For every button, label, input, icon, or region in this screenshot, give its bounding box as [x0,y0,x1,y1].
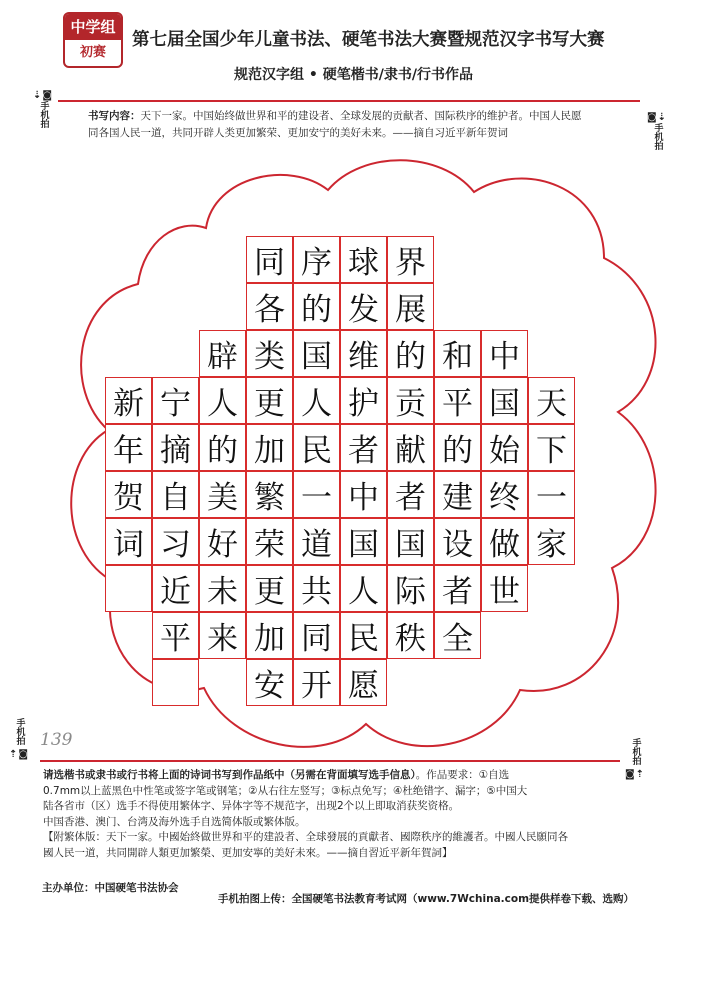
grid-cell [105,565,152,612]
camera-icon: ◙⇡ [624,769,646,780]
grid-cell: 美 [199,471,246,518]
grid-cell: 家 [528,518,575,565]
grid-cell: 人 [293,377,340,424]
grid-cell: 新 [105,377,152,424]
grid-cell: 人 [199,377,246,424]
grid-cell: 国 [340,518,387,565]
grid-cell: 贡 [387,377,434,424]
grid-cell: 的 [199,424,246,471]
badge-round-label: 初赛 [79,45,106,60]
grid-cell: 习 [152,518,199,565]
grid-cell: 建 [434,471,481,518]
grid-cell: 球 [340,236,387,283]
pencil-note: 139 [40,730,73,750]
grid-cell: 设 [434,518,481,565]
traditional-text-line-1: 【附繁体版：天下一家。中國始終做世界和平的建設者、全球發展的貢獻者、國際秩序的維護者。中國人民願同各 [43,831,568,843]
page-title: 第七届全国少年儿童书法、硬笔书法大赛暨规范汉字书写大赛 [132,30,605,50]
camera-label: 手机拍 [630,738,641,765]
camera-icon: ◙⇣ [646,112,668,123]
grid-cell: 平 [152,612,199,659]
grid-cell: 维 [340,330,387,377]
grid-cell: 摘 [152,424,199,471]
instructions-line-3: 陆各省市（区）选手不得使用繁体字、异体字等不规范字，出现2个以上即取消获奖资格。 [43,800,460,812]
grid-cell: 界 [387,236,434,283]
grid-cell: 国 [293,330,340,377]
grid-cell: 天 [528,377,575,424]
grid-cell: 始 [481,424,528,471]
upload-info: 手机拍图上传：全国硬笔书法教育考试网（www.7Wchina.com提供样卷下载、选购） [218,893,635,905]
grid-cell: 繁 [246,471,293,518]
grid-cell: 民 [293,424,340,471]
grid-cell: 各 [246,283,293,330]
grid-cell: 一 [528,471,575,518]
grid-cell: 开 [293,659,340,706]
grid-cell: 中 [340,471,387,518]
grid-cell: 同 [246,236,293,283]
grid-cell: 的 [387,330,434,377]
grid-cell: 发 [340,283,387,330]
content-label: 书写内容： [88,110,141,122]
grid-cell: 词 [105,518,152,565]
grid-cell: 者 [387,471,434,518]
grid-cell: 贺 [105,471,152,518]
camera-label: 手机拍 [14,718,25,745]
instructions-line-2: 0.7mm以上蓝黑色中性笔或签字笔或钢笔；②从右往左竖写；③标点免写；④杜绝错字、漏字；⑤中国大 [43,784,528,797]
grid-cell: 展 [387,283,434,330]
camera-icon: ⇡◙ [8,749,30,760]
instructions-lead-tail: 。作品要求：①自选 [415,769,510,781]
grid-cell: 者 [434,565,481,612]
camera-label: 手机拍 [652,123,663,150]
grid-cell: 国 [481,377,528,424]
organizer: 主办单位：中国硬笔书法协会 [42,882,179,894]
grid-cell: 终 [481,471,528,518]
grid-cell: 做 [481,518,528,565]
instructions-lead: 请选楷书或隶书或行书将上面的诗词书写到作品纸中（另需在背面填写选手信息） [43,769,416,781]
grid-cell: 加 [246,612,293,659]
grid-cell: 序 [293,236,340,283]
grid-cell: 的 [293,283,340,330]
grid-cell: 年 [105,424,152,471]
grid-cell: 辟 [199,330,246,377]
camera-label: 手机拍 [38,101,49,128]
grid-cell: 一 [293,471,340,518]
grid-cell: 更 [246,377,293,424]
grid-cell: 同 [293,612,340,659]
grid-cell: 下 [528,424,575,471]
grid-cell: 的 [434,424,481,471]
grid-cell: 愿 [340,659,387,706]
grid-cell: 护 [340,377,387,424]
grid-cell: 宁 [152,377,199,424]
page-subtitle: 规范汉字组 • 硬笔楷书/隶书/行书作品 [234,67,473,83]
content-line-2: 同各国人民一道，共同开辟人类更加繁荣、更加安宁的美好未来。——摘自习近平新年贺词 [88,127,508,139]
grid-cell: 秩 [387,612,434,659]
grid-cell: 平 [434,377,481,424]
grid-cell: 共 [293,565,340,612]
grid-cell: 人 [340,565,387,612]
grid-cell: 近 [152,565,199,612]
camera-icon: ⇣◙ [32,90,54,101]
traditional-text-line-2: 國人民一道，共同開辟人類更加繁榮、更加安寧的美好未來。——摘自習近平新年賀詞】 [43,846,453,859]
grid-cell: 和 [434,330,481,377]
grid-cell: 献 [387,424,434,471]
grid-cell: 者 [340,424,387,471]
grid-cell [152,659,199,706]
instructions-line-4: 中国香港、澳门、台湾及海外选手自选简体版或繁体版。 [43,815,306,828]
grid-cell: 未 [199,565,246,612]
grid-cell: 世 [481,565,528,612]
grid-cell: 全 [434,612,481,659]
instructions [43,768,653,861]
content-line-1: 天下一家。中国始终做世界和平的建设者、全球发展的贡献者、国际秩序的维护者。中国人民愿 [140,110,582,122]
grid-cell: 际 [387,565,434,612]
grid-cell: 加 [246,424,293,471]
grid-cell: 来 [199,612,246,659]
grid-cell: 类 [246,330,293,377]
grid-cell: 荣 [246,518,293,565]
grid-cell: 道 [293,518,340,565]
grid-cell: 民 [340,612,387,659]
badge-group-label: 中学组 [65,14,121,40]
grid-cell: 自 [152,471,199,518]
grid-cell: 好 [199,518,246,565]
grid-cell: 安 [246,659,293,706]
grid-cell: 中 [481,330,528,377]
grid-cell: 国 [387,518,434,565]
grid-cell: 更 [246,565,293,612]
